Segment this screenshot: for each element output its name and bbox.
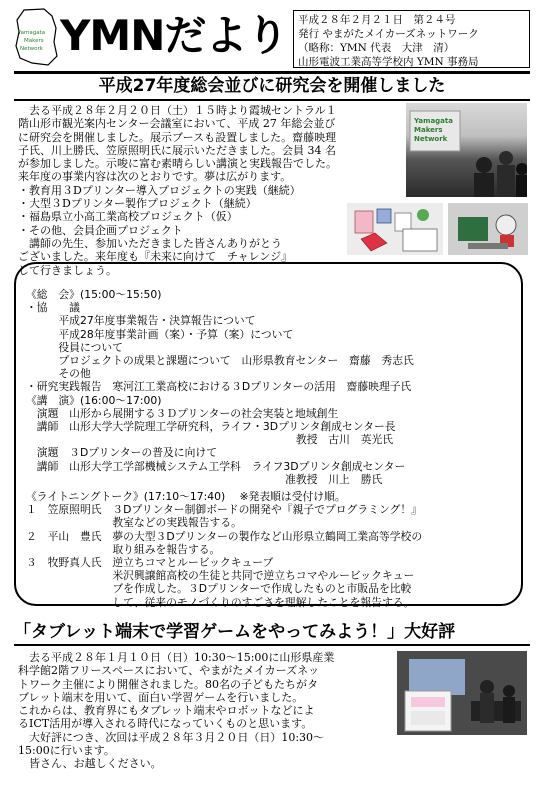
agenda-line: 取り組みを報告する。 [26,542,221,556]
tablet-event-photo [397,651,527,735]
issue-info-box [293,10,530,68]
article1-line: ・福島県立小高工業高校プロジェクト（仮） [18,210,238,224]
article1-rule [14,99,530,101]
article1-line: 講師の先生、参加いただきました皆さんありがとう [18,236,282,250]
article2-line: トワーク主催により開催されました。80名の子どもたちがタ [18,677,318,691]
agenda-line: 《総 会》(15:00～15:50) [26,288,162,301]
meeting-photo [406,103,527,197]
agenda-line: 講師 山形大学大学院理工学研究科，ライフ・3Dプリンタ創成センター長 [26,420,396,434]
article1-line: ・教育用３Dプリンター導入プロジェクトの実践（継続） [18,183,301,197]
article1-line: 子氏、川上勝氏、笠原照明氏に展示いただきました。会員 34 名 [18,143,336,157]
article1-line: 去る平成２８年２月２０日（土）１５時より霞城セントラル１ [18,104,337,117]
agenda-line: して、従来のモノづくりのすごさを理解したことを報告する。 [26,595,415,609]
agenda-line: ・研究実践報告 寒河江工業高校における３Dプリンターの活用 齋藤映理子氏 [26,380,412,394]
agenda-line: １ 笠原照明氏 ３Dプリンター制御ボードの開発や『親子でプログラミング！』 [26,503,422,517]
article2-line: 大好評につき、次回は平成２８年３月２０日（日）10:30～ [18,730,325,744]
header-rule [14,71,530,74]
article2-line: 皆さん、お越しください。 [18,757,162,771]
agenda-line: 米沢興譲館高校の生徒と共同で逆立ちコマやルービックキュー [26,569,415,583]
logo-text-2: Makers [24,38,44,44]
agenda-line: 准教授 川上 勝氏 [26,472,383,486]
article2-line: ブレット端末を用いて、面白い学習ゲームを行いました。 [18,690,304,704]
newsletter-title: YMNだより [60,11,288,60]
agenda-line: 《講 演》(16:00～17:00) [26,393,162,407]
issue-publisher: 発行 やまがたメイカーズネットワーク [298,28,479,40]
agenda-line: 演題 ３Dプリンターの普及に向けて [26,446,217,460]
article2-rule [14,644,530,646]
printed-objects-photo [347,203,443,255]
agenda-line: ２ 平山 豊氏 夢の大型３Dプリンターの製作など山形県立鶴岡工業高等学校の [26,529,423,543]
article1-line: ・その他、会員企画プロジェクト [18,223,183,237]
article2-line: るICT活用が導入される時代になっていくものと思います。 [18,717,313,731]
agenda-list [26,288,422,609]
article1-body [18,104,337,277]
agenda-line: 役員について [26,340,123,354]
article2-line: 15:00に行います。 [18,744,115,758]
agenda-line: ３ 牧野真人氏 逆立ちコマとルービックキューブ [26,556,274,570]
article2-line: 科学館2階フリースペースにおいて、やまがたメイカーズネッ [18,664,320,678]
logo-text-1: Yamagata [18,30,46,36]
article1-line: ございました。来年度も『未来に向けて チャレンジ』 [18,250,293,264]
agenda-line: 教室などの実践報告する。 [26,516,242,530]
article2-line: これからは、教育界にもタブレット端末やロボットなどによ [18,704,315,718]
issue-date-number: 平成２８年２月２１日 第２４号 [298,14,456,26]
issue-office: 山形電波工業高等学校内 YMN 事務局 [298,56,479,68]
agenda-line: 講師 山形大学工学部機械システム工学科 ライフ3Dプリンタ創成センター [26,459,406,473]
article1-line: が参加しました。示唆に富む素晴らしい講演と実践報告でした。 [18,157,337,171]
article1-line: 来年度の事業内容は次のとおりです。夢は広がります。 [18,170,292,184]
agenda-line: 平成28年度事業計画（案）・予算（案）について [26,327,294,341]
issue-representative: （略称：YMN 代表 大津 清） [298,42,455,54]
agenda-line: 《ライトニングトーク》(17:10～17:40) ※発表順は受付け順。 [26,490,346,504]
svg-text:Makers: Makers [414,126,443,134]
article2-body [18,651,334,771]
article1-line: 階山形市観光案内センター会議室において、平成 27 年総会並び [18,117,336,131]
article1-line: ・大型３Dプリンター製作プロジェクト（継続） [18,197,257,211]
svg-text:Network: Network [414,135,448,143]
svg-text:Yamagata: Yamagata [414,117,453,125]
device-photo [448,203,528,255]
article1-headline: 平成27年度総会並びに研究会を開催しました [98,76,446,96]
article2-line: 去る平成２８年１月１０日（日）10:30～15:00に山形県産業 [18,651,335,664]
agenda-line: その他 [26,367,91,381]
agenda-line: 演題 山形から展開する３Ｄプリンターの社会実装と地域創生 [26,406,339,420]
article1-line: に研究会を開催しました。展示ブースも設置しました。齋藤映理 [18,130,337,144]
agenda-line: ・協 議 [26,301,80,315]
agenda-line: ブを作成した。３Dプリンターで作成したものと市販品を比較 [26,582,412,596]
agenda-line: プロジェクトの成果と課題について 山形県教育センター 齋藤 秀志氏 [26,354,414,368]
article1-line: して行きましょう。 [18,263,117,277]
article2-headline: 「タブレット端末で学習ゲームをやってみよう！」大好評 [14,622,456,642]
ymn-logo [14,8,58,66]
agenda-line: 教授 古川 英光氏 [26,433,394,447]
logo-text-3: Network [20,46,43,52]
agenda-line: 平成27年度事業報告・決算報告について [26,314,256,328]
